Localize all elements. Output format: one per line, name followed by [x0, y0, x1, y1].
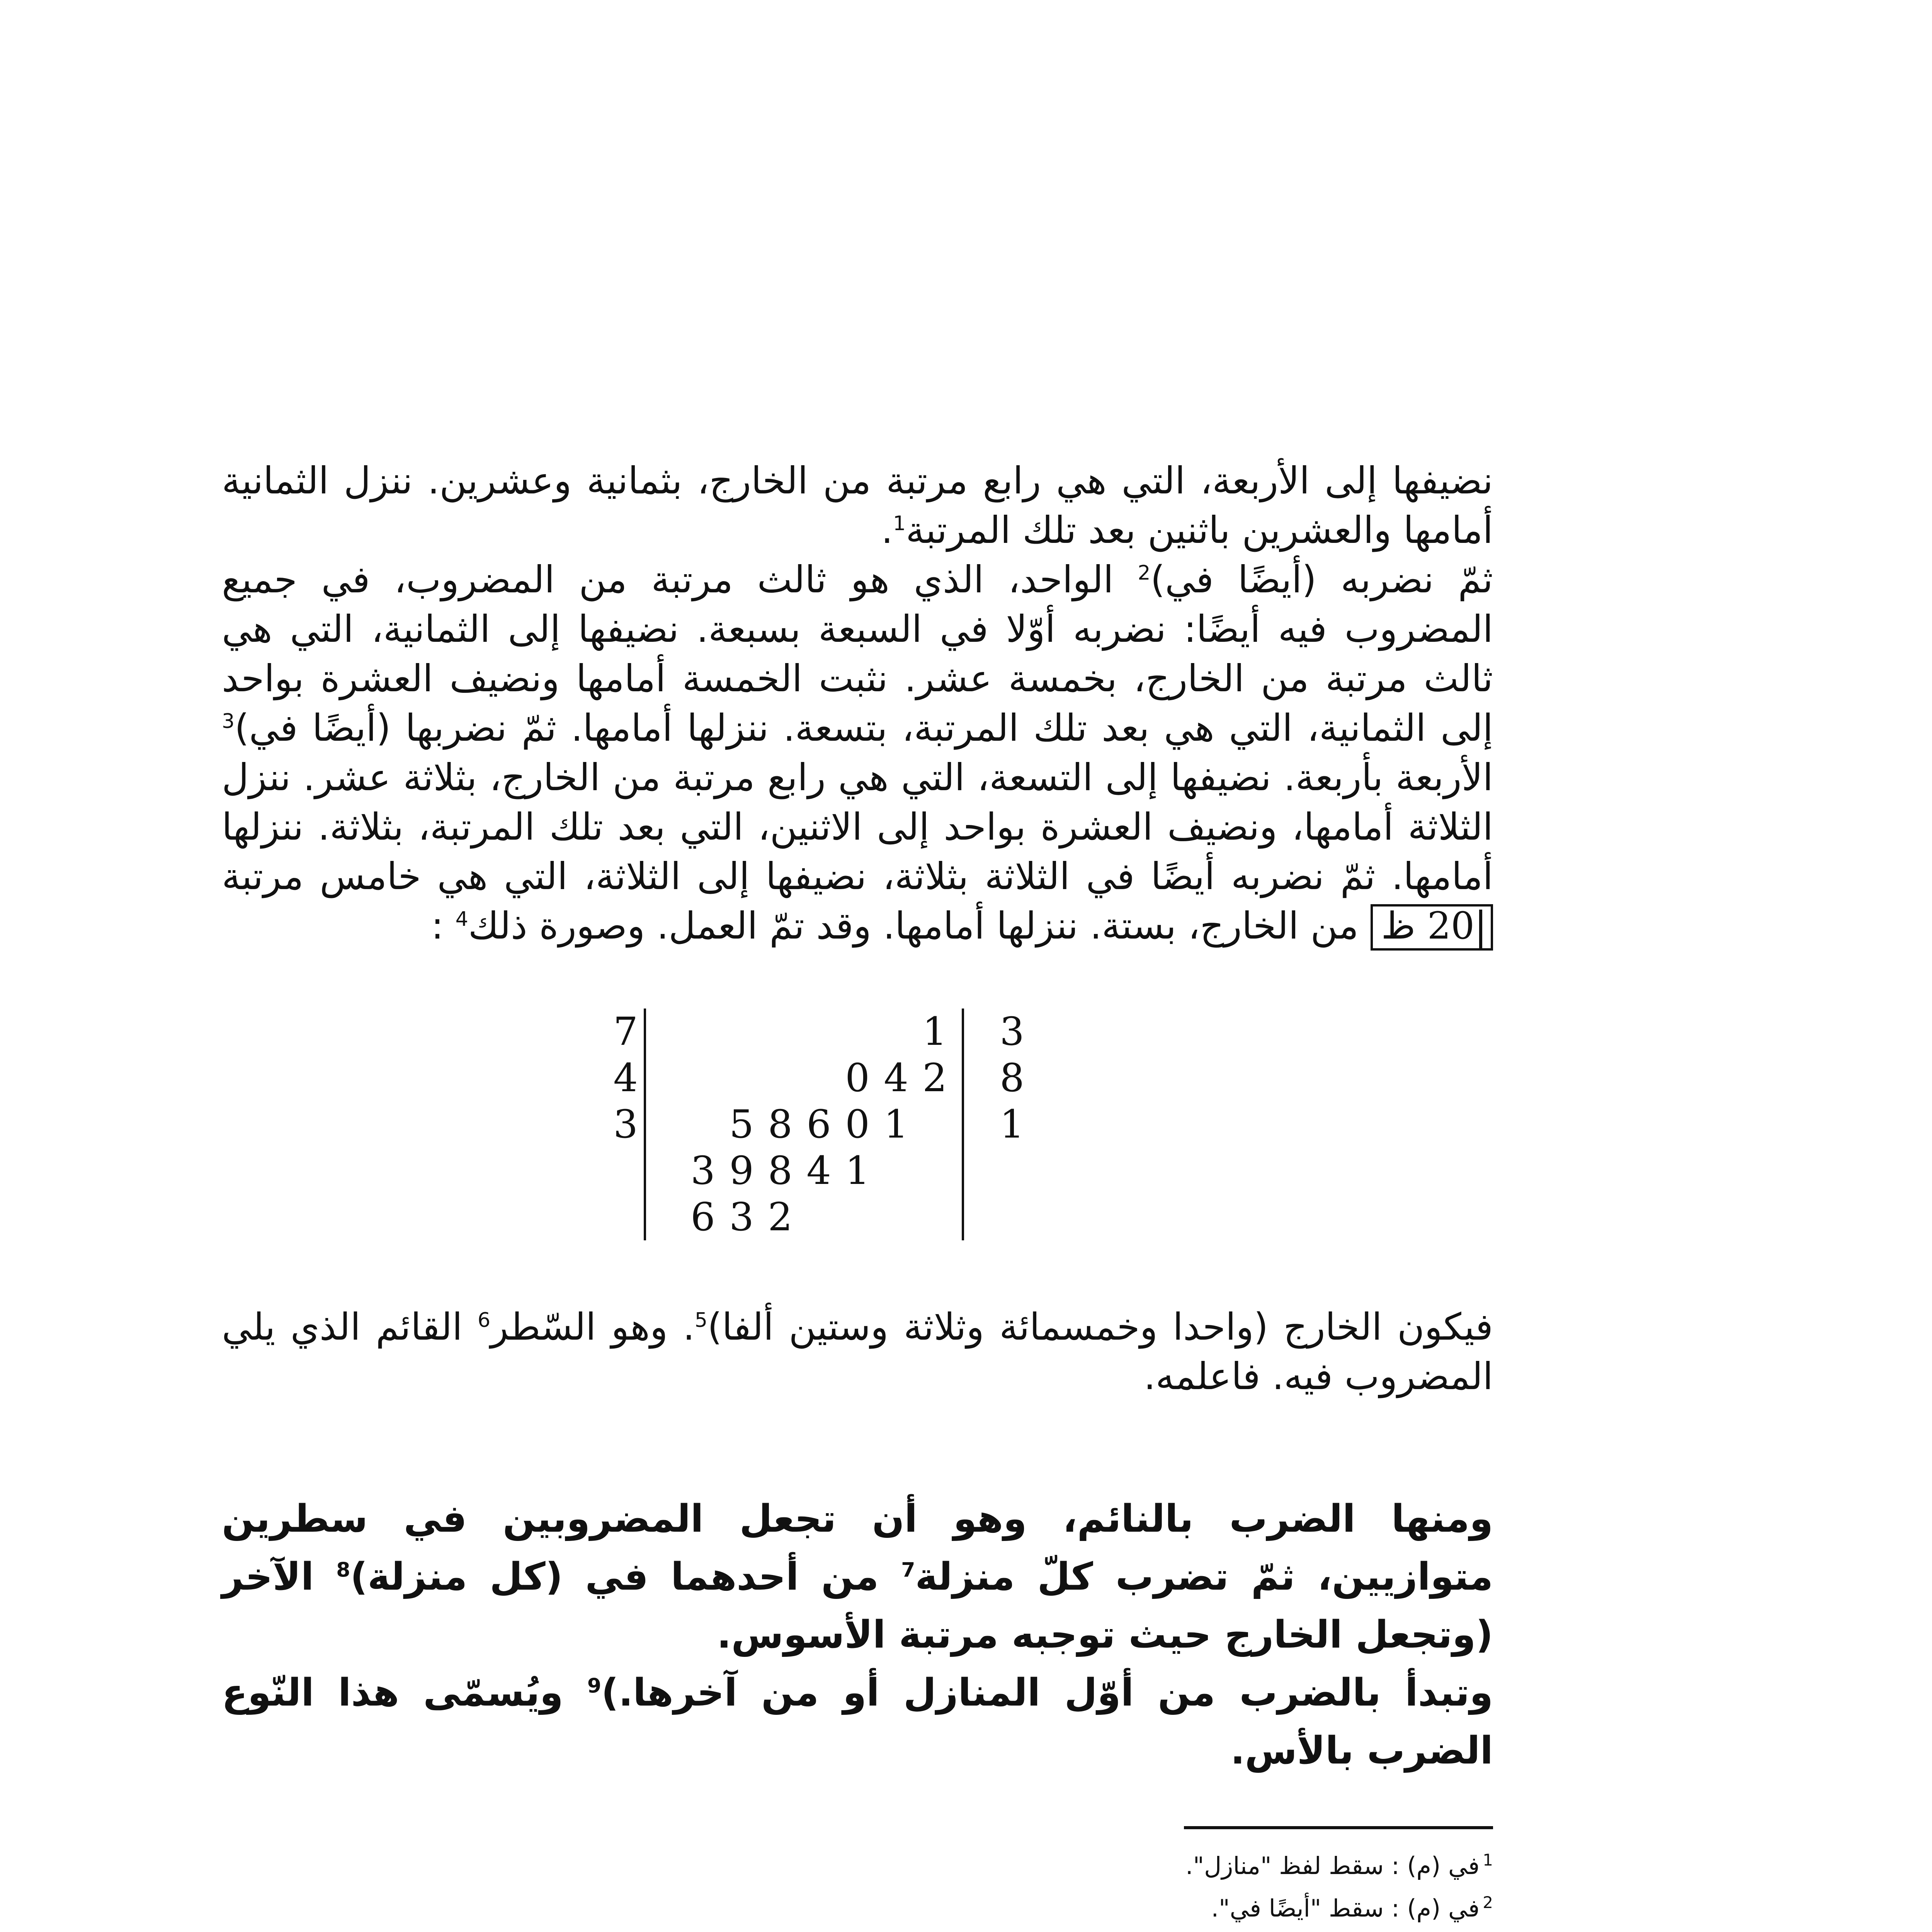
figure-digit: 2 [768, 1194, 793, 1240]
figure-digit: 6 [690, 1194, 715, 1240]
text-run: من الخارج، بستة. ننزلها أمامها. وقد تمّ العمل. وصورة ذلك [468, 904, 1371, 947]
footnote-reference[interactable]: 1 [893, 512, 906, 535]
footnote-number: 1 [1483, 1850, 1493, 1870]
figure-digit: 9 [729, 1148, 754, 1193]
figure-digit: 2 [922, 1055, 947, 1100]
paragraph [222, 456, 1493, 555]
folio-label: 20 ظ [1381, 904, 1475, 947]
figure-digit: 1 [1000, 1102, 1024, 1147]
figure-digit: 4 [884, 1055, 908, 1100]
footnotes [222, 1845, 1493, 1932]
footnote-reference[interactable]: 7 [901, 1558, 915, 1582]
figure-digit: 3 [1000, 1009, 1024, 1054]
text-run: ثمّ نضربه (أيضًا في) [1150, 558, 1493, 601]
text-run: ومنها الضرب بالنائم، وهو أن تجعل المضروبين في سطرين متوازيين، ثمّ تضرب كلّ منزلة [222, 1497, 1493, 1599]
figure-divider-line [644, 1009, 646, 1240]
figure-digit: 5 [729, 1102, 754, 1147]
figure-digit: 1 [884, 1102, 908, 1147]
bold-section [222, 1490, 1493, 1780]
text-run: . وهو السّطر [490, 1305, 695, 1349]
main-text [222, 456, 1493, 951]
footnote [222, 1887, 1493, 1930]
text-run: فيكون الخارج (واحدا وخمسمائة وثلاثة وستين ألفا) [707, 1305, 1493, 1349]
text-run: : [431, 904, 456, 947]
figure-digit: 1 [922, 1009, 947, 1054]
text-run: الواحد، الذي هو ثالث مرتبة من المضروب، في جميع المضروب فيه أيضًا: نضربه أوّلا في السبعة بسبعة. نضيفها إلى الثمانية، التي هي ثالث مرتبة من الخارج، بخمسة عشر. نثبت الخمسة أمامها ونضيف العشرة بواحد إلى الثمانية، التي هي بعد تلك المرتبة، بتسعة. ننزلها أمامها. ثمّ نضربها (أيضًا في) [222, 558, 1493, 750]
footnote-reference[interactable]: 6 [478, 1309, 491, 1332]
footnote-text: في (م) : سقط لفظ "منازل". [1185, 1852, 1480, 1880]
figure-divider-line [962, 1009, 964, 1240]
figure-digit: 8 [768, 1148, 793, 1193]
figure-digit: 0 [845, 1102, 870, 1147]
folio-bar [1479, 910, 1482, 948]
text-run: الأربعة بأربعة. نضيفها إلى التسعة، التي هي رابع مرتبة من الخارج، بثلاثة عشر. ننزل الثلاثة أمامها، ونضيف العشرة بواحد إلى الاثنين، التي بعد تلك المرتبة، بثلاثة. ننزلها أمامها. ثمّ نضربه أيضًا في الثلاثة بثلاثة، نضيفها إلى الثلاثة، التي هي خامس مرتبة [222, 756, 1493, 898]
text-run: . [881, 509, 893, 552]
figure-digit: 8 [768, 1102, 793, 1147]
text-run: من أحدهما في (كل منزلة) [350, 1555, 901, 1599]
text-run: الآخر (وتجعل الخارج حيث توجبه مرتبة الأسوس. [222, 1555, 1493, 1657]
text-run: وتبدأ بالضرب من أوّل المنازل أو من آخرها.) [601, 1671, 1493, 1715]
footnote [222, 1930, 1493, 1932]
footnote-number: 2 [1483, 1893, 1493, 1912]
figure-digit: 4 [806, 1148, 831, 1193]
figure-digit: 1 [845, 1148, 870, 1193]
footnote-reference[interactable]: 2 [1138, 561, 1151, 585]
figure-digit: 0 [845, 1055, 870, 1100]
figure-digit: 6 [806, 1102, 831, 1147]
figure-digit: 3 [690, 1148, 715, 1193]
footnote-reference[interactable]: 4 [455, 908, 468, 931]
multiplication-figure [606, 1009, 1109, 1256]
paragraph [222, 1302, 1493, 1401]
footnote-text: في (م) : سقط "أيضًا في". [1211, 1894, 1480, 1922]
bold-paragraph [222, 1490, 1493, 1664]
figure-digit: 3 [613, 1102, 638, 1147]
text-run: القائم الذي يلي المضروب فيه. فاعلمه. [222, 1305, 1493, 1398]
paragraph [222, 555, 1493, 951]
footnote [222, 1845, 1493, 1887]
page [222, 456, 1493, 1932]
text-run: نضيفها إلى الأربعة، التي هي رابع مرتبة من الخارج، بثمانية وعشرين. ننزل الثمانية أمامها والعشرين باثنين بعد تلك المرتبة [222, 459, 1493, 552]
figure-digit: 4 [613, 1055, 638, 1100]
text-run: ويُسمّى هذا النّوع الضرب بالأس. [222, 1671, 1493, 1773]
result-paragraph [222, 1302, 1493, 1401]
footnote-reference[interactable]: 5 [694, 1309, 708, 1332]
figure-digit: 7 [613, 1009, 638, 1054]
bold-paragraph [222, 1664, 1493, 1780]
footnote-separator [1184, 1826, 1493, 1829]
footnote-reference[interactable]: 8 [336, 1558, 350, 1582]
figure-digit: 3 [729, 1194, 754, 1240]
figure-digit: 8 [1000, 1055, 1024, 1100]
footnote-reference[interactable]: 9 [587, 1674, 602, 1698]
footnote-reference[interactable]: 3 [222, 710, 235, 733]
folio-marker [1371, 904, 1493, 951]
